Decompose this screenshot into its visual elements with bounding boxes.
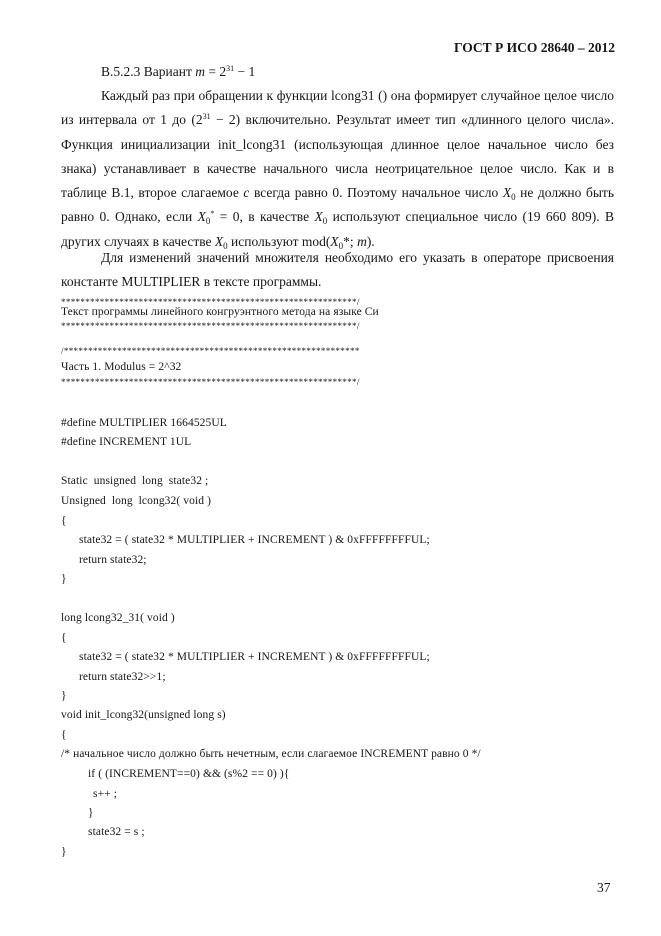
comment-border-line: *************************************************************/ xyxy=(61,377,360,387)
code-line: long lcong32_31( void ) xyxy=(61,612,175,624)
code-line: return state32>>1; xyxy=(79,671,166,683)
code-line: return state32; xyxy=(79,554,147,566)
paragraph-description: Каждый раз при обращении к функции lcong31 () она формирует случайное целое число из интервала от 1 до $(2^{31} - 2)$ включительно. Результат имеет тип «длинного целого числа». Функция инициализации init_lcong31 (использующая длинное целое начальное число без знака) устанавливает в качестве начального числа неотрицательное целое число. Как и в таблице В.1, второе слагаемое c всегда равно 0. Поэтому начальное число $X_0$ не должно быть равно 0. Однако, если $X_0^* = 0$, в качестве $X_0$ используют специальное число (19 660 809). В других случаях в качестве $X_0$ используют $mod(X_0*$; m). xyxy=(61,88,614,251)
code-line: s++ ; xyxy=(93,788,118,800)
section-title: В.5.2.3 Вариант $m = 2^{31} - 1$ xyxy=(101,64,256,79)
code-line: } xyxy=(61,846,67,858)
code-line: { xyxy=(61,515,67,527)
code-line: } xyxy=(61,573,67,585)
code-line: #define MULTIPLIER 1664525UL xyxy=(61,417,227,429)
code-line: state32 = ( state32 * MULTIPLIER + INCREMENT ) & 0xFFFFFFFFUL; xyxy=(79,534,430,546)
code-line: state32 = s ; xyxy=(88,826,145,838)
code-comment-title: Текст программы линейного конгруэнтного метода на языке Си xyxy=(61,306,379,318)
code-line: if ( (INCREMENT==0) && (s%2 == 0) ){ xyxy=(88,768,290,780)
paragraph-multiplier-note: Для изменений значений множителя необходимо его указать в операторе присвоения константе MULTIPLIER в тексте программы. xyxy=(61,250,614,290)
comment-border-line: *************************************************************/ xyxy=(61,321,360,331)
code-line: Static unsigned long state32 ; xyxy=(61,475,209,487)
comment-border-line: /************************************************************* xyxy=(61,346,360,356)
code-line: } xyxy=(88,807,94,819)
code-line: void init_lcong32(unsigned long s) xyxy=(61,709,226,721)
code-line: state32 = ( state32 * MULTIPLIER + INCREMENT ) & 0xFFFFFFFFUL; xyxy=(79,651,430,663)
code-line: { xyxy=(61,632,67,644)
comment-border-line: *************************************************************/ xyxy=(61,297,360,307)
code-line: Unsigned long lcong32( void ) xyxy=(61,495,212,507)
code-line: /* начальное число должно быть нечетным, если слагаемое INCREMENT равно 0 */ xyxy=(61,748,481,760)
code-comment-part: Часть 1. Modulus = 2^32 xyxy=(61,361,182,373)
document-header: ГОСТ Р ИСО 28640 – 2012 xyxy=(453,40,615,55)
code-line: #define INCREMENT 1UL xyxy=(61,436,192,448)
code-line: { xyxy=(61,729,67,741)
page-number: 37 xyxy=(597,880,611,895)
code-line: } xyxy=(61,690,67,702)
